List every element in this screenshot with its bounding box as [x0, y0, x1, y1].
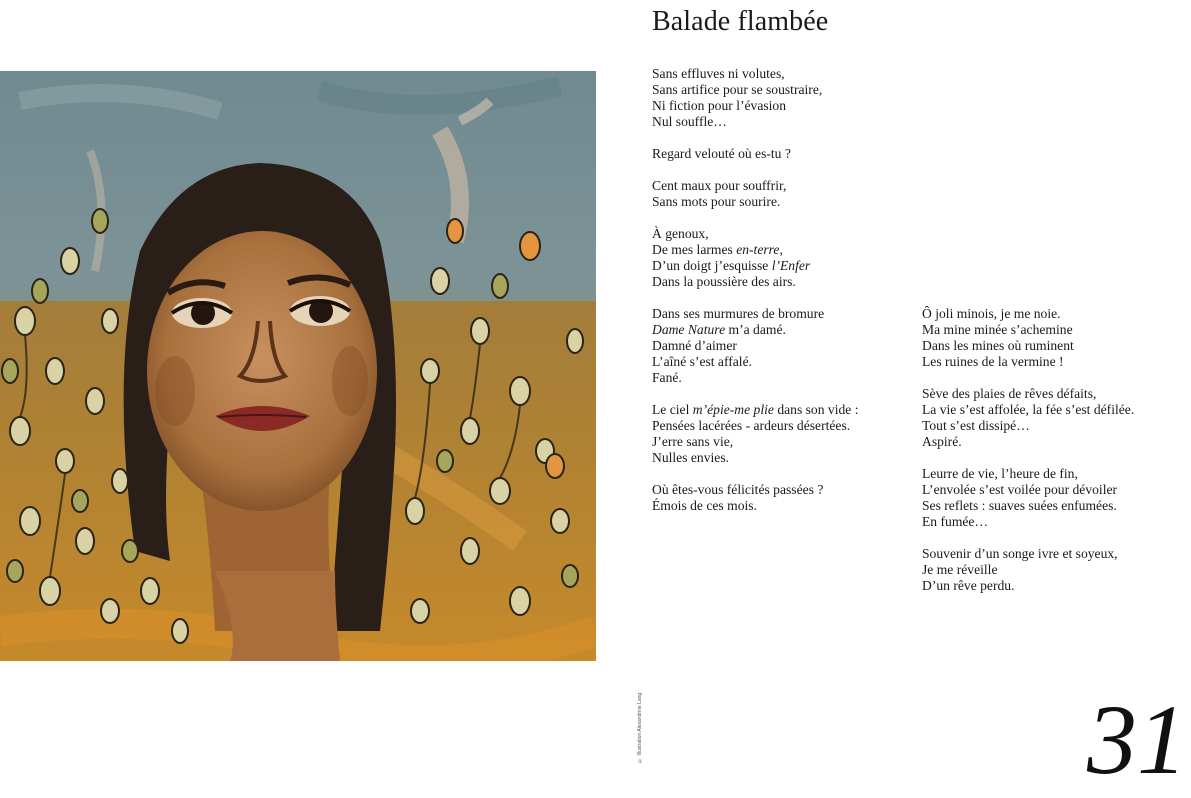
- poem-line-segment: Nul souffle…: [652, 114, 727, 129]
- poem-line-segment: dans son vide :: [773, 402, 859, 417]
- poem-line-segment: Nulles envies.: [652, 450, 730, 465]
- poem-line: [652, 98, 859, 114]
- poem-line: [922, 386, 1134, 402]
- poem-line: [922, 354, 1134, 370]
- poem-line: [652, 370, 859, 386]
- poem-column-left: [652, 66, 859, 530]
- poem-line-segment: De mes larmes: [652, 242, 737, 257]
- poem-line: [652, 354, 859, 370]
- stanza: [922, 466, 1134, 530]
- poem-line-segment: J’erre sans vie,: [652, 434, 734, 449]
- stanza: [922, 546, 1134, 594]
- poem-line-segment: Sans mots pour sourire.: [652, 194, 781, 209]
- stanza: [922, 306, 1134, 370]
- poem-line-segment: Dans ses murmures de bromure: [652, 306, 825, 321]
- poem-line: [922, 338, 1134, 354]
- poem-title: Balade flambée: [652, 6, 829, 37]
- poem-line: [652, 82, 859, 98]
- poem-line: [652, 322, 859, 338]
- poem-line: [922, 546, 1134, 562]
- poem-line-segment: Où êtes-vous félicités passées ?: [652, 482, 824, 497]
- poem-line-segment: Les ruines de la vermine !: [922, 354, 1064, 369]
- stanza: [652, 482, 859, 514]
- stanza: [922, 386, 1134, 450]
- poem-line-segment: L’aîné s’est affalé.: [652, 354, 753, 369]
- poem-line: [922, 466, 1134, 482]
- poem-line-segment: Cent maux pour souffrir,: [652, 178, 787, 193]
- poem-line: [652, 114, 859, 130]
- poem-line-segment: D’un rêve perdu.: [922, 578, 1015, 593]
- poem-line: [652, 194, 859, 210]
- poem-line: [922, 498, 1134, 514]
- poem-line-segment: Tout s’est dissipé…: [922, 418, 1030, 433]
- poem-line: [652, 242, 859, 258]
- poem-line: [922, 482, 1134, 498]
- poem-line-segment: Leurre de vie, l’heure de fin,: [922, 466, 1078, 481]
- poem-line: [652, 402, 859, 418]
- poem-line: [652, 146, 859, 162]
- stanza: [652, 306, 859, 386]
- poem-line: [652, 498, 859, 514]
- poem-line-segment: Aspiré.: [922, 434, 962, 449]
- poem-line-segment: Émois de ces mois.: [652, 498, 757, 513]
- poem-line: [652, 226, 859, 242]
- poem-line: [922, 306, 1134, 322]
- poem-line-segment: Souvenir d’un songe ivre et soyeux,: [922, 546, 1118, 561]
- poem-line: [652, 66, 859, 82]
- poem-line-segment: Damné d’aimer: [652, 338, 737, 353]
- poem-line: [652, 258, 859, 274]
- poem-line: [652, 306, 859, 322]
- poem-line: [652, 338, 859, 354]
- poem-column-right: [922, 306, 1134, 610]
- poem-line-segment: L’envolée s’est voilée pour dévoiler: [922, 482, 1118, 497]
- poem-line-italic-segment: m’épie-me plie: [692, 402, 774, 417]
- poem-line-segment: m’a damé.: [725, 322, 786, 337]
- stanza: [652, 146, 859, 162]
- poem-line-segment: En fumée…: [922, 514, 989, 529]
- poem-line: [922, 562, 1134, 578]
- poem-line-segment: Regard velouté où es-tu ?: [652, 146, 791, 161]
- poem-line: [922, 322, 1134, 338]
- poem-line: [922, 578, 1134, 594]
- poem-line: [922, 402, 1134, 418]
- poem-line: [652, 178, 859, 194]
- poem-line-segment: Ses reflets : suaves suées enfumées.: [922, 498, 1117, 513]
- poem-line: [922, 514, 1134, 530]
- poem-line: [652, 482, 859, 498]
- poem-line: [652, 274, 859, 290]
- poem-line: [922, 418, 1134, 434]
- poem-line-segment: Sève des plaies de rêves défaits,: [922, 386, 1097, 401]
- page-number: 31: [1087, 684, 1187, 795]
- stanza: [652, 178, 859, 210]
- illustration-credit: © Illustration Alexandrine Lang: [637, 692, 643, 763]
- painting-illustration: [0, 71, 596, 661]
- poem-line-segment: Ma mine minée s’achemine: [922, 322, 1073, 337]
- poem-line-segment: Dans la poussière des airs.: [652, 274, 796, 289]
- stanza: [652, 66, 859, 130]
- poem-line-segment: À genoux,: [652, 226, 709, 241]
- poem-line-segment: Sans effluves ni volutes,: [652, 66, 785, 81]
- poem-line: [652, 450, 859, 466]
- poem-line-segment: Dans les mines où ruminent: [922, 338, 1074, 353]
- poem-line-segment: La vie s’est affolée, la fée s’est défilée.: [922, 402, 1135, 417]
- poem-line-segment: Fané.: [652, 370, 682, 385]
- stanza: [652, 226, 859, 290]
- poem-line-segment: Ni fiction pour l’évasion: [652, 98, 787, 113]
- stanza: [652, 402, 859, 466]
- poem-line-segment: Pensées lacérées - ardeurs désertées.: [652, 418, 851, 433]
- poem-line-segment: Je me réveille: [922, 562, 998, 577]
- poem-line: [652, 418, 859, 434]
- poem-line-segment: Sans artifice pour se soustraire,: [652, 82, 823, 97]
- poem-line: [652, 434, 859, 450]
- poem-line-segment: D’un doigt j’esquisse: [652, 258, 772, 273]
- poem-line-italic-segment: l’Enfer: [771, 258, 811, 273]
- poem-line-italic-segment: en-terre,: [736, 242, 783, 257]
- poem-line-segment: Ô joli minois, je me noie.: [922, 306, 1061, 321]
- poem-line-segment: Le ciel: [652, 402, 693, 417]
- poem-line-italic-segment: Dame Nature: [652, 322, 726, 337]
- poem-line: [922, 434, 1134, 450]
